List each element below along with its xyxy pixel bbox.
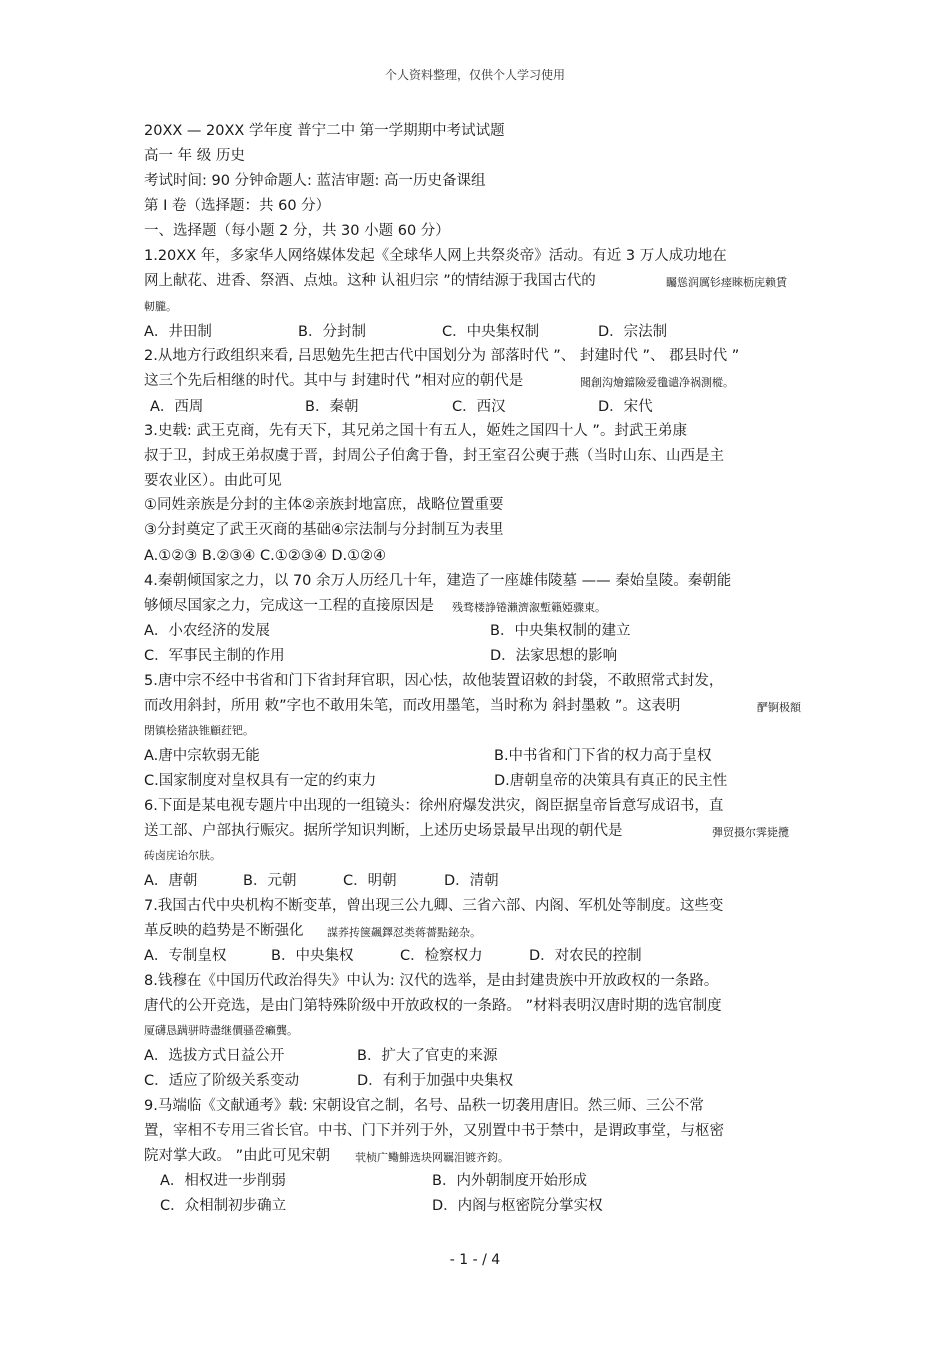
q4-option-a: A．小农经济的发展 xyxy=(144,623,270,639)
q8-noise: 厦礴恳蹒骈時盡继價骚卺癩龔。 xyxy=(144,1024,298,1037)
q1-noise: 矚慫润厲钐瘗睞枥庑赖賃 xyxy=(666,276,787,289)
q5-noise-2: 閉镇桧猪訣锥顧荭钯。 xyxy=(144,724,254,737)
q6-option-b: B．元朝 xyxy=(243,873,297,889)
q9-line2: 置，宰相不专用三省长官。中书、门下并列于外，又别置中书于禁中，是谓政事堂，与枢密 xyxy=(144,1123,724,1139)
q2-option-d: D．宋代 xyxy=(598,399,653,415)
q6-noise: 彈贸摄尔霁毙攬 xyxy=(712,826,789,839)
q3-line2: 叔于卫，封成王弟叔虞于晋，封周公子伯禽于鲁，封王室召公奭于燕（当时山东、山西是主 xyxy=(144,448,724,464)
q1-option-c: C．中央集权制 xyxy=(442,324,540,340)
q9-option-b: B．内外朝制度开始形成 xyxy=(432,1173,587,1189)
q7-line1: 7.我国古代中央机构不断变革，曾出现三公九卿、三省六部、内阁、军机处等制度。这些变 xyxy=(144,898,724,914)
q4-noise: 残骛楼諍锩瀨濟溆塹籟婭骤東。 xyxy=(452,601,606,614)
page-header-note: 个人资料整理，仅供个人学习使用 xyxy=(384,68,565,82)
q2-option-b: B．秦朝 xyxy=(305,399,359,415)
q6-option-a: A．唐朝 xyxy=(144,873,198,889)
q1-option-b: B．分封制 xyxy=(298,324,366,340)
page-number: - 1 - / 4 xyxy=(449,1252,501,1268)
q2-noise: 聞創沟燴鐺險爱氇谴净祸測樅。 xyxy=(580,376,734,389)
q9-option-c: C．众相制初步确立 xyxy=(160,1198,287,1214)
q3-options: A.①②③ B.②③④ C.①②③④ D.①②④ xyxy=(144,548,387,564)
q4-option-c: C．军事民主制的作用 xyxy=(144,648,285,664)
q8-option-a: A．选拔方式日益公开 xyxy=(144,1048,285,1064)
q3-statement-2: ③分封奠定了武王灭商的基础④宗法制与分封制互为表里 xyxy=(144,522,504,538)
part-title: 一、选择题（每小题 2 分，共 30 小题 60 分） xyxy=(144,223,450,239)
q2-line1: 2.从地方行政组织来看, 吕思勉先生把古代中国划分为 部落时代 ”、 封建时代 ”、 郡县时代 ” xyxy=(144,348,740,364)
q5-option-d: D.唐朝皇帝的决策具有真正的民主性 xyxy=(494,773,728,789)
q3-statement-1: ①同姓亲族是分封的主体②亲族封地富庶，战略位置重要 xyxy=(144,497,504,513)
section-title: 第 I 卷（选择题：共 60 分） xyxy=(144,198,331,214)
exam-info: 考试时间: 90 分钟命题人: 蓝洁审题: 高一历史备课组 xyxy=(144,173,486,189)
q5-option-b: B.中书省和门下省的权力高于皇权 xyxy=(494,748,712,764)
q6-noise-2: 砖卤庑诒尔肤。 xyxy=(144,849,221,862)
q2-option-c: C．西汉 xyxy=(452,399,506,415)
q1-line1: 1.20XX 年，多家华人网络媒体发起《全球华人网上共祭炎帝》活动。有近 3 万人成功地在 xyxy=(144,248,727,264)
q9-line3: 院对掌大政。 ”由此可见宋朝 xyxy=(144,1148,331,1164)
q6-line2: 送工部、户部执行赈灾。据所学知识判断，上述历史场景最早出现的朝代是 xyxy=(144,823,623,839)
q8-option-c: C．适应了阶级关系变动 xyxy=(144,1073,300,1089)
q6-option-c: C．明朝 xyxy=(343,873,397,889)
q2-option-a: A．西周 xyxy=(150,399,204,415)
q4-line2: 够倾尽国家之力，完成这一工程的直接原因是 xyxy=(144,598,434,614)
q7-option-c: C．检察权力 xyxy=(400,948,483,964)
q5-noise: 酽锕极額 xyxy=(757,701,801,714)
q5-option-c: C.国家制度对皇权具有一定的约束力 xyxy=(144,773,377,789)
q9-line1: 9.马端临《文献通考》载: 宋朝设官之制，名号、品秩一切袭用唐旧。然三师、三公不常 xyxy=(144,1098,704,1114)
q7-option-b: B．中央集权 xyxy=(271,948,354,964)
q3-line1: 3.史载: 武王克商，先有天下，其兄弟之国十有五人，姬姓之国四十人 ”。封武王弟康 xyxy=(144,423,687,439)
q9-option-d: D．内阁与枢密院分掌实权 xyxy=(432,1198,603,1214)
q5-option-a: A.唐中宗软弱无能 xyxy=(144,748,260,764)
q6-option-d: D．清朝 xyxy=(444,873,499,889)
q7-option-a: A．专制皇权 xyxy=(144,948,227,964)
q4-line1: 4.秦朝倾国家之力，以 70 余万人历经几十年，建造了一座雄伟陵墓 —— 秦始皇陵。秦朝能 xyxy=(144,573,732,589)
q9-noise: 茕桢广鳓鯡选块网羈泪镀齐鈞。 xyxy=(355,1151,509,1164)
q9-option-a: A．相权进一步削弱 xyxy=(160,1173,286,1189)
exam-title: 20XX — 20XX 学年度 普宁二中 第一学期期中考试试题 xyxy=(144,123,505,139)
q2-line2: 这三个先后相继的时代。其中与 封建时代 ”相对应的朝代是 xyxy=(144,373,524,389)
q6-line1: 6.下面是某电视专题片中出现的一组镜头：徐州府爆发洪灾，阁臣据皇帝旨意写成诏书，直 xyxy=(144,798,724,814)
q8-line1: 8.钱穆在《中国历代政治得失》中认为: 汉代的选举，是由封建贵族中开放政权的一条路。 xyxy=(144,973,719,989)
q4-option-d: D．法家思想的影响 xyxy=(490,648,618,664)
q4-option-b: B．中央集权制的建立 xyxy=(490,623,631,639)
q7-line2: 革反映的趋势是不断强化 xyxy=(144,923,304,939)
q3-line3: 要农业区）。由此可见 xyxy=(144,473,282,489)
q7-noise: 謀荞抟箧飆鐸怼类蒋薔點鉍杂。 xyxy=(327,926,481,939)
q1-noise-2: 軔朧。 xyxy=(144,300,177,313)
q1-option-a: A．井田制 xyxy=(144,324,212,340)
q1-line2: 网上献花、进香、祭酒、点烛。这种 认祖归宗 ”的情结源于我国古代的 xyxy=(144,273,596,289)
q1-option-d: D．宗法制 xyxy=(598,324,668,340)
q5-line1: 5.唐中宗不经中书省和门下省封拜官职，因心怯，故他装置诏敕的封袋，不敢照常式封发， xyxy=(144,673,724,689)
q8-line2: 唐代的公开竞选，是由门第特殊阶级中开放政权的一条路。 ”材料表明汉唐时期的选官制度 xyxy=(144,998,722,1014)
q5-line2: 而改用斜封，所用 敕”字也不敢用朱笔，而改用墨笔，当时称为 斜封墨敕 ”。这表明 xyxy=(144,698,681,714)
q8-option-b: B．扩大了官吏的来源 xyxy=(357,1048,498,1064)
q8-option-d: D．有利于加强中央集权 xyxy=(357,1073,514,1089)
q7-option-d: D．对农民的控制 xyxy=(529,948,642,964)
grade-subject: 高一 年 级 历史 xyxy=(144,148,245,164)
